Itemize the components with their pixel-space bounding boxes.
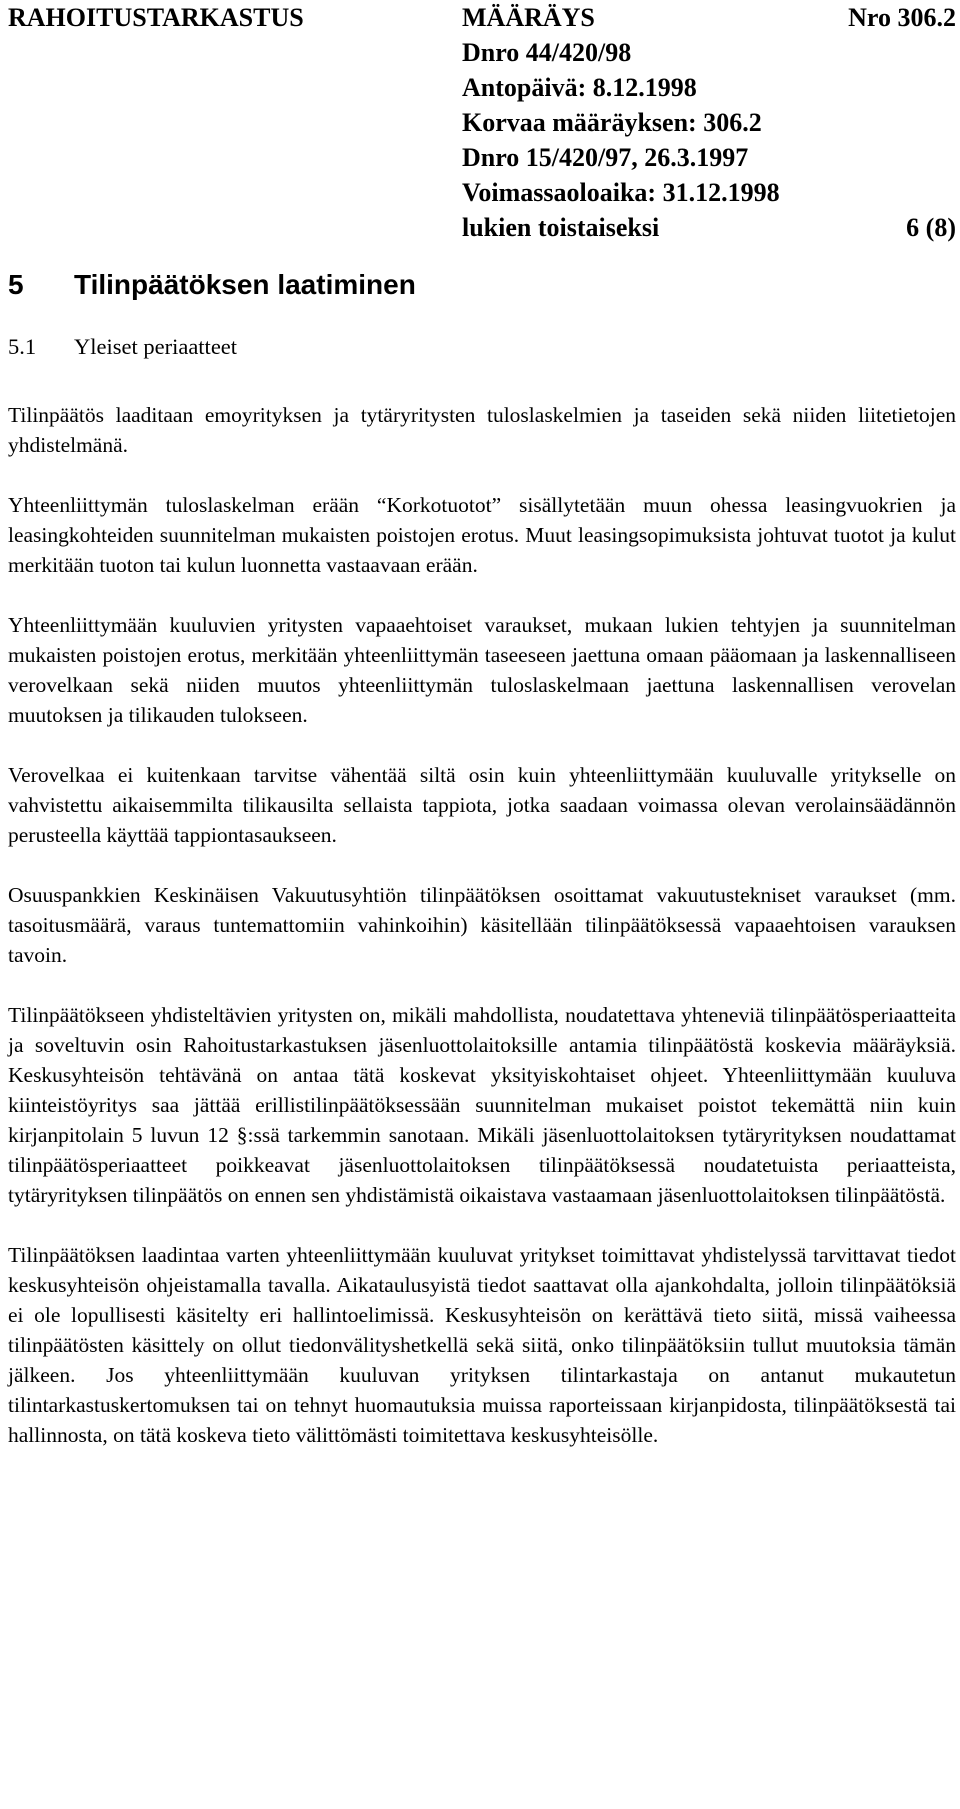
paragraph: Tilinpäätös laaditaan emoyrityksen ja tytäryritysten tuloslaskelmien ja taseiden sekä niiden liitetietojen yhdistelmänä. (8, 403, 956, 457)
paragraph: Yhteenliittymän tuloslaskelman erään “Korkotuotot” sisällytetään muun ohessa leasingvuokrien ja leasingkohteiden suunnitelman mukaisten poistojen erotus. Muut leasingsopimuksista johtuvat tuotot ja kulut merkitään tuoton tai kulun luonnetta vastaavaan erään. (8, 493, 956, 577)
issue-date: Antopäivä: 8.12.1998 (462, 73, 697, 102)
regulation-meta (462, 0, 780, 245)
document-header (8, 0, 956, 268)
paragraph: Osuuspankkien Keskinäisen Vakuutusyhtiön tilinpäätöksen osoittamat vakuutustekniset varaukset (mm. tasoitusmäärä, varaus tuntemattomiin vahinkoihin) käsitellään tilinpäätöksessä vapaaehtoisen varauksen tavoin. (8, 883, 956, 967)
validity-period: Voimassaoloaika: 31.12.1998 (462, 178, 780, 207)
paragraph: Verovelkaa ei kuitenkaan tarvitse vähentää siltä osin kuin yhteenliittymään kuuluvalle yritykselle on vahvistettu aikaisemmilta tilikausilta sellaista tappiota, jotka saadaan voimassa olevan verolainsäädännön perusteella käyttää tappiontasaukseen. (8, 763, 956, 847)
page-number: 6 (8) (906, 213, 956, 242)
section-heading (8, 268, 956, 302)
subsection-heading (8, 332, 956, 362)
issuer-name: RAHOITUSTARKASTUS (8, 3, 304, 32)
record-number: Dnro 44/420/98 (462, 38, 632, 67)
subsection-title: Yleiset periaatteet (74, 334, 238, 359)
document-page (8, 0, 956, 1450)
paragraph: Tilinpäätökseen yhdisteltävien yritysten on, mikäli mahdollista, noudatettava yhteneviä tilinpäätösperiaatteita ja soveltuvin osin Rahoitustarkastuksen jäsenluottolaitoksille antamia tilinpäätöstä koskevia määräyksiä. Keskusyhteisön tehtävänä on antaa tätä koskevat yksityiskohtaiset ohjeet. Yhteenliittymään kuuluva kiinteistöyritys saa jättää erillistilinpäätöksessään suunnitelman mukaiset poistot tekemättä niin kuin kirjanpitolain 5 luvun 12 §:ssä tarkemmin sanotaan. Mikäli jäsenluottolaitoksen tytäryrityksen noudattamat tilinpäätösperiaatteet poikkeavat jäsenluottolaitoksen tilinpäätöksessä noudatetuista periaatteista, tytäryrityksen tilinpäätös on ennen sen yhdistämistä oikaistava vastaamaan jäsenluottolaitoksen tilinpäätöstä. (8, 1003, 956, 1207)
section-number: 5 (8, 269, 24, 300)
validity-continuation: lukien toistaiseksi (462, 213, 660, 242)
paragraph: Yhteenliittymään kuuluvien yritysten vapaaehtoiset varaukset, mukaan lukien tehtyjen ja suunnitelman mukaisten poistojen erotus, merkitään yhteenliittymän taseeseen jaettuna omaan pääomaan ja laskennalliseen verovelkaan sekä niiden muutos yhteenliittymän tuloslaskelmaan jaettuna laskennallisen verovelan muutoksen ja tilikauden tulokseen. (8, 613, 956, 727)
subsection-number: 5.1 (8, 334, 37, 359)
section-title: Tilinpäätöksen laatiminen (74, 269, 416, 300)
replaces-record-number: Dnro 15/420/97, 26.3.1997 (462, 143, 749, 172)
regulation-number: Nro 306.2 (848, 3, 956, 32)
document-type: MÄÄRÄYS (462, 3, 595, 32)
replaces-regulation: Korvaa määräyksen: 306.2 (462, 108, 762, 137)
paragraph: Tilinpäätöksen laadintaa varten yhteenliittymään kuuluvat yritykset toimittavat yhdistelyssä tarvittavat tiedot keskusyhteisön ohjeistamalla tavalla. Aikataulusyistä tiedot saattavat olla ajankohdalta, jolloin tilinpäätöksiä ei ole lopullisesti käsitelty eri hallintoelimissä. Keskusyhteisön on kerättävä tieto siitä, missä vaiheessa tilinpäätösten käsittely on ollut tiedonvälityshetkellä sekä siitä, onko tilinpäätöksiin tullut muutoksia tämän jälkeen. Jos yhteenliittymään kuuluvan yrityksen tilintarkastaja on antanut mukautetun tilintarkastuskertomuksen tai on tehnyt huomautuksia muissa raporteissaan kirjanpidosta, tilinpäätöksestä tai hallinnosta, on tätä koskeva tieto välittömästi toimitettava keskusyhteisölle. (8, 1243, 956, 1447)
